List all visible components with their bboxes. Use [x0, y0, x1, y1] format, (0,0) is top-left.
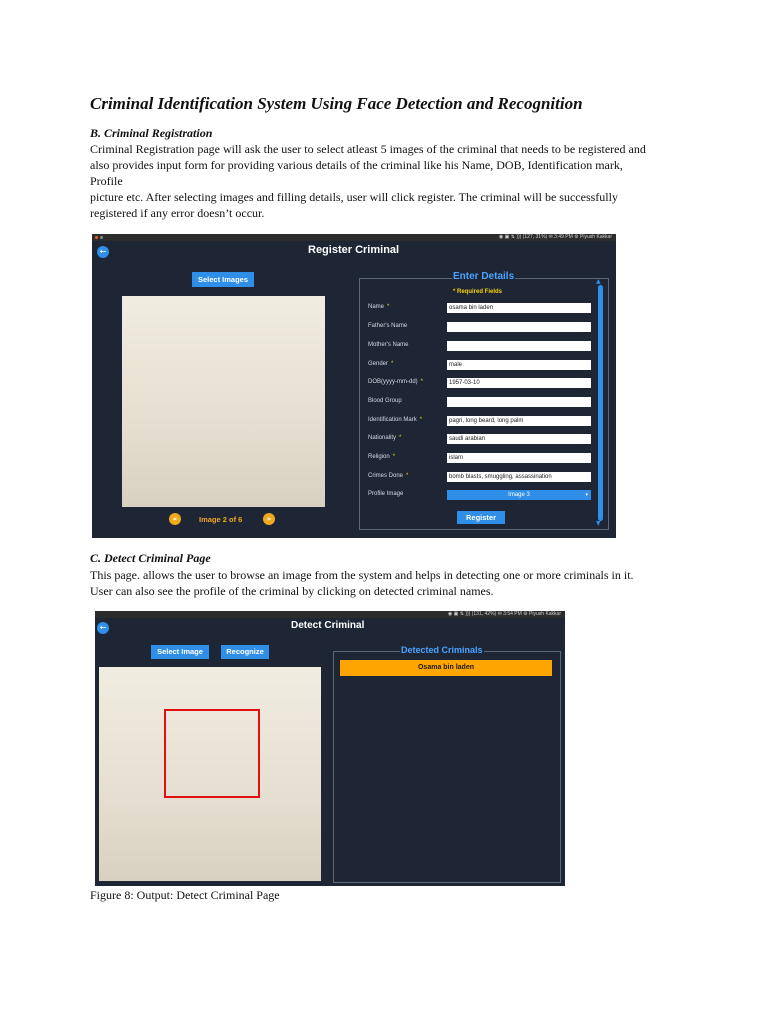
dob-field[interactable]: 1957-03-10 — [447, 378, 591, 388]
figure-caption: Figure 8: Output: Detect Criminal Page — [90, 888, 280, 902]
form-row-religion — [368, 453, 600, 464]
religion-field[interactable]: islam — [447, 453, 591, 463]
field-label: Blood Group — [368, 398, 402, 404]
system-status: ◉ ▣ ⇅ ))) (131, 42%) ✉ 3:54 PM ⚙ Piyush Kakkar — [447, 611, 561, 617]
crimes-done-field[interactable]: bomb blasts, smuggling, assassination — [447, 472, 591, 482]
image-placeholder — [122, 296, 325, 507]
system-top-bar — [95, 611, 565, 618]
field-label: Crimes Done * — [368, 473, 409, 479]
window-title: Register Criminal — [308, 244, 400, 256]
section-c-heading: C. Detect Criminal Page — [90, 551, 211, 565]
section-c-paragraph — [90, 567, 634, 599]
blood-group-field[interactable] — [447, 397, 591, 407]
register-criminal-window — [92, 234, 616, 538]
detect-criminal-window — [95, 611, 565, 886]
scroll-up-icon[interactable]: ▲ — [596, 278, 601, 285]
text-line: also provides input form for providing various details of the criminal like his Name, DOB, Identification mark, — [90, 158, 623, 172]
double-chevron-right-icon[interactable]: » — [263, 513, 275, 525]
detected-criminals-legend: Detected Criminals — [401, 645, 483, 655]
input-image-placeholder — [99, 667, 321, 881]
register-button[interactable]: Register — [457, 511, 505, 524]
document-title: Criminal Identification System Using Face Detection and Recognition — [90, 94, 583, 113]
detected-criminals-panel — [333, 645, 561, 883]
profile-image-value: Image 3 — [508, 492, 530, 498]
field-label: Gender * — [368, 361, 394, 367]
enter-details-panel — [359, 271, 609, 530]
section-b-paragraph — [90, 141, 646, 221]
name-field[interactable]: osama bin laden — [447, 303, 591, 313]
field-label: Mother's Name — [368, 342, 409, 348]
window-close-dot[interactable] — [95, 236, 98, 239]
field-label: Father's Name — [368, 323, 408, 329]
profile-image-select[interactable] — [447, 490, 591, 500]
field-label: Nationality * — [368, 435, 402, 441]
field-label: Name * — [368, 304, 390, 310]
text-line: This page. allows the user to browse an image from the system and helps in detecting one or more criminals in it. — [90, 568, 634, 582]
fathers-name-field[interactable] — [447, 322, 591, 332]
select-image-button[interactable]: Select Image — [151, 645, 209, 659]
field-label: Religion * — [368, 454, 396, 460]
field-label: Identification Mark * — [368, 417, 423, 423]
form-row-mothers-name — [368, 341, 600, 352]
scroll-down-icon[interactable]: ▼ — [596, 520, 601, 527]
form-row-dob — [368, 378, 600, 389]
arrow-left-circle-icon[interactable]: ← — [97, 246, 109, 258]
field-label: Profile Image — [368, 491, 404, 497]
double-chevron-left-icon[interactable]: « — [169, 513, 181, 525]
required-fields-note: * Required Fields — [453, 289, 503, 295]
select-images-button[interactable]: Select Images — [192, 272, 254, 287]
text-line: User can also see the profile of the criminal by clicking on detected criminal names. — [90, 584, 494, 598]
gender-field[interactable]: male — [447, 360, 591, 370]
face-detection-box — [164, 709, 260, 798]
system-top-bar — [92, 234, 616, 241]
system-status: ◉ ▣ ⇅ ))) (127, 31%) ✉ 3:49 PM ⚙ Piyush Kakkar — [498, 234, 612, 240]
window-title: Detect Criminal — [291, 620, 365, 631]
form-row-crimes-done — [368, 472, 600, 483]
window-minimize-dot[interactable] — [100, 236, 103, 239]
field-label: DOB(yyyy-mm-dd) * — [368, 379, 424, 385]
mothers-name-field[interactable] — [447, 341, 591, 351]
form-row-fathers-name — [368, 322, 600, 333]
form-row-profile-image — [368, 490, 600, 501]
text-line: Profile — [90, 174, 123, 188]
selected-image-placeholder — [122, 296, 325, 507]
text-line: Criminal Registration page will ask the user to select atleast 5 images of the criminal that needs to be registered and — [90, 142, 646, 156]
form-row-nationality — [368, 434, 600, 445]
form-row-gender — [368, 360, 600, 371]
section-b-heading: B. Criminal Registration — [90, 126, 213, 140]
nationality-field[interactable]: saudi arabian — [447, 434, 591, 444]
enter-details-legend: Enter Details — [453, 271, 515, 282]
identification-mark-field[interactable]: pagri, long beard, long palm — [447, 416, 591, 426]
image-counter: Image 2 of 6 — [199, 515, 243, 524]
chevron-down-icon: ▾ — [585, 492, 588, 498]
arrow-left-circle-icon[interactable]: ← — [97, 622, 109, 634]
form-row-name — [368, 303, 600, 314]
text-line: picture etc. After selecting images and filling details, user will click register. The criminal will be successfully — [90, 190, 618, 204]
form-row-identification-mark — [368, 416, 600, 427]
form-scrollbar[interactable] — [598, 285, 603, 521]
detected-criminal-item[interactable]: Osama bin laden — [340, 660, 552, 676]
recognize-button[interactable]: Recognize — [221, 645, 269, 659]
form-row-blood-group — [368, 397, 600, 408]
text-line: registered if any error doesn’t occur. — [90, 206, 265, 220]
